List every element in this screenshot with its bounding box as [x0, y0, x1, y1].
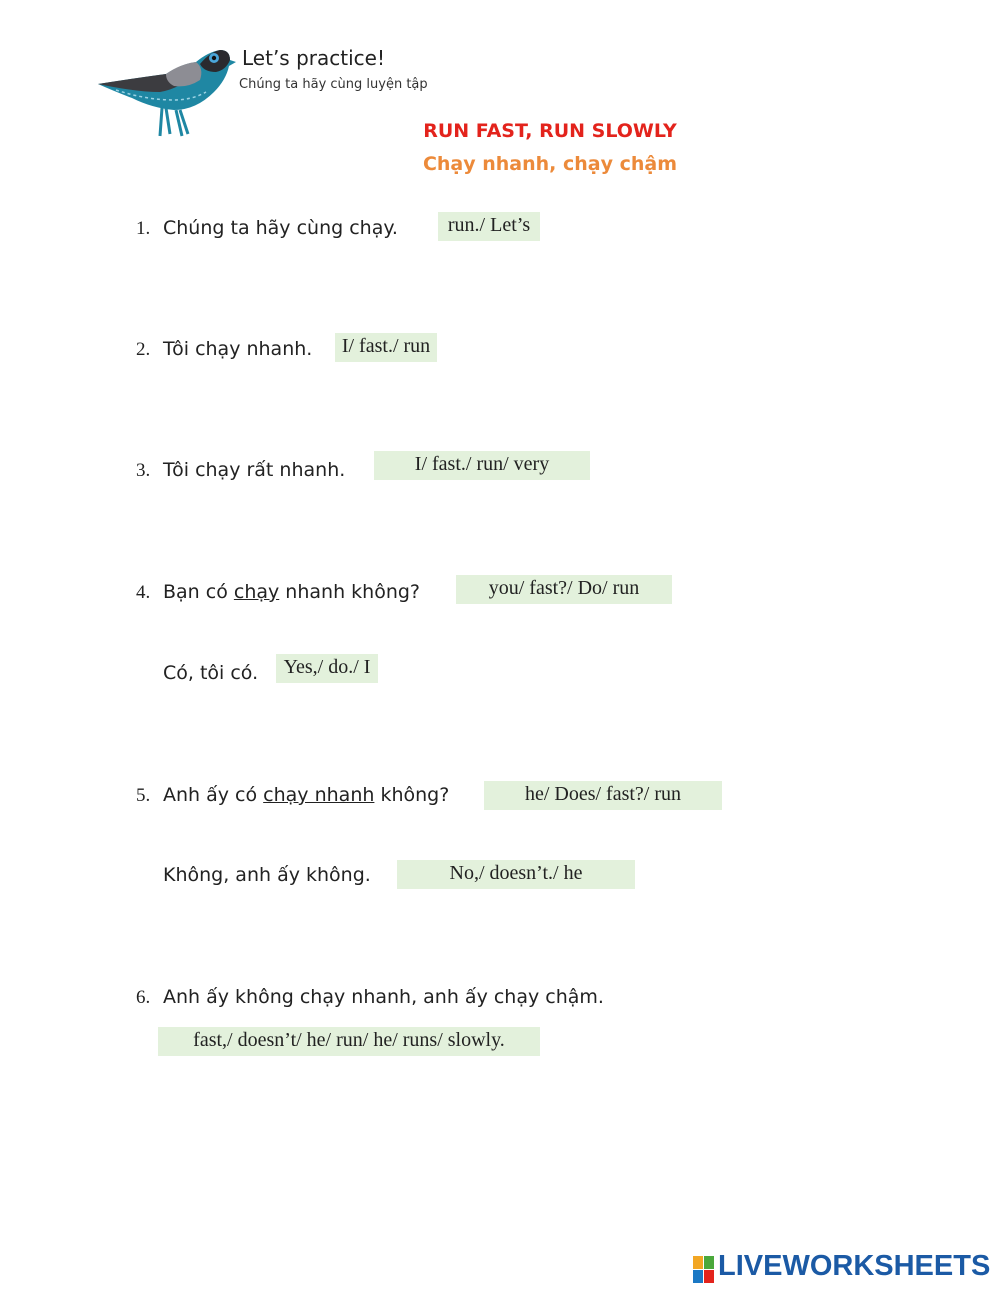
answer-box[interactable]: fast,/ doesn’t/ he/ run/ he/ runs/ slowly.	[158, 1027, 540, 1056]
item-text: Anh ấy không chạy nhanh, anh ấy chạy chậm.	[163, 986, 604, 1008]
item-text: Anh ấy có chạy nhanh không?	[163, 784, 450, 806]
reply-text: Không, anh ấy không.	[163, 864, 371, 886]
worksheet-title: RUN FAST, RUN SLOWLY	[423, 120, 677, 142]
item-number: 2.	[136, 339, 151, 360]
item-number: 6.	[136, 987, 151, 1008]
answer-box[interactable]: I/ fast./ run/ very	[374, 451, 590, 480]
item-number: 1.	[136, 218, 151, 239]
item-number: 3.	[136, 460, 151, 481]
item-text: Bạn có chạy nhanh không?	[163, 581, 421, 603]
item-number: 5.	[136, 785, 151, 806]
answer-box[interactable]: he/ Does/ fast?/ run	[484, 781, 722, 810]
item-text: Chúng ta hãy cùng chạy.	[163, 217, 398, 239]
answer-box[interactable]: Yes,/ do./ I	[276, 654, 378, 683]
answer-box[interactable]: run./ Let’s	[438, 212, 540, 241]
item-text: Tôi chạy nhanh.	[163, 338, 313, 360]
answer-box[interactable]: No,/ doesn’t./ he	[397, 860, 635, 889]
item-text: Tôi chạy rất nhanh.	[163, 459, 346, 481]
header-title: Let’s practice!	[242, 46, 385, 70]
reply-text: Có, tôi có.	[163, 662, 259, 684]
item-number: 4.	[136, 582, 151, 603]
worksheet-subtitle: Chạy nhanh, chạy chậm	[422, 153, 678, 175]
header-subtitle: Chúng ta hãy cùng luyện tập	[239, 77, 428, 92]
answer-box[interactable]: you/ fast?/ Do/ run	[456, 575, 672, 604]
liveworksheets-logo-icon	[693, 1256, 715, 1284]
answer-box[interactable]: I/ fast./ run	[335, 333, 437, 362]
liveworksheets-logo: LIVEWORKSHEETS	[718, 1250, 991, 1282]
